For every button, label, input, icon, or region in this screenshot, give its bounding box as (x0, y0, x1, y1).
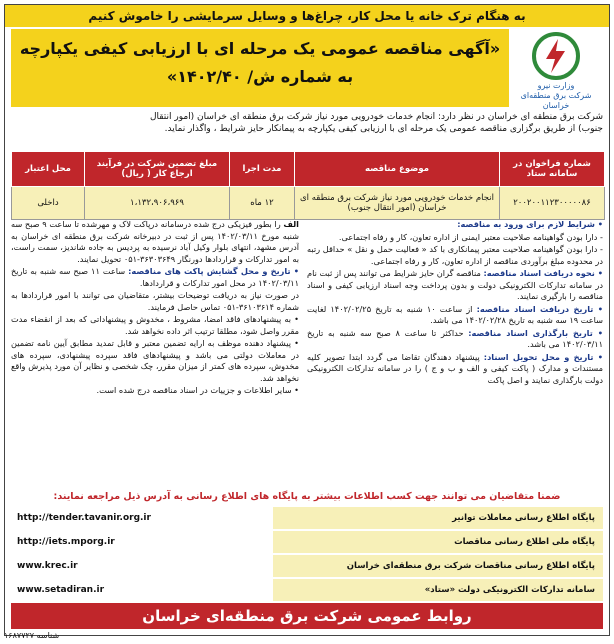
info-sites-list (11, 507, 603, 599)
cell-subject: انجام خدمات خودرویی مورد نیاز شرکت برق منطقه ای خراسان (امور انتقال جنوب) (295, 187, 500, 220)
condition-paragraph: • تاریخ دریافت اسناد مناقصه: از ساعت ۱۰ شنبه به تاریخ ۱۴۰۲/۰۲/۲۵ لغایت ساعت ۱۹ سه شنبه به تاریخ ۱۴۰۲/۰۲/۲۸ می باشد. (307, 304, 603, 327)
cell-call-number: ۲۰۰۲۰۰۱۱۲۳۰۰۰۰۰۸۶ (500, 187, 605, 220)
condition-paragraph: در صورت نیاز به دریافت توضیحات بیشتر، متقاضیان می توانند با امور قراردادها به شماره ۳۶۱۰۳۶۱۴-۰۵۱ تماس حاصل فرمایند. (11, 290, 299, 313)
condition-paragraph: • پیشنهاد دهنده موظف به ارایه تضمین معتبر و قابل تمدید مطابق آیین نامه تضمین در معاملات دولتی می باشد و پیشنهادهای فاقد سپرده پیشنهادی، سپرده های مخدوش، سپرده های کمتر از میزان مقرر، چک شخصی و نظایر آن مورد پذیرش واقع نخواهد شد. (11, 338, 299, 384)
condition-paragraph: • نحوه دریافت اسناد مناقصه: مناقصه گران حایز شرایط می توانند پس از ثبت نام در سامانه تدارکات الکترونیکی دولت و بدون پرداخت وجه اسناد ارزیابی کیفی و اسناد مناقصه را بارگیری نمایند. (307, 268, 603, 303)
list-item (11, 579, 603, 603)
intro-text (11, 111, 603, 147)
condition-paragraph: - دارا بودن گواهینامه صلاحیت معتبر پیمانکاری با کد « فعالیت حمل و نقل » حداقل رتبه در محدوده مبلغ برآوردی مناقصه از اداره تعاون، کار و رفاه اجتماعی. (307, 244, 603, 267)
site-name: پایگاه اطلاع رسانی معاملات توانیر (273, 507, 603, 529)
intro-line: شرکت برق منطقه ای خراسان در نظر دارد: انجام خدمات خودرویی مورد نیاز شرکت برق منطقه ای خراسان (امور انتقال (11, 111, 603, 123)
energy-saving-note: به هنگام ترک خانه یا محل کار، چراغ‌ها و وسایل سرمایشی را خاموش کنیم (5, 5, 609, 27)
site-url-link[interactable]: http://tender.tavanir.org.ir (11, 507, 273, 529)
table-row (12, 187, 605, 220)
company-logo (511, 31, 601, 109)
ad-code: شناسه ۱۶۸۷۷۲۷ (4, 631, 59, 640)
title-box (11, 29, 509, 107)
list-item (11, 531, 603, 555)
condition-paragraph: • تاریخ و محل گشایش پاکت های مناقصه: ساعت ۱۱ صبح سه شنبه به تاریخ ۱۴۰۲/۰۳/۱۱ در محل امور تدارکات و قراردادها. (11, 266, 299, 289)
list-item (11, 507, 603, 531)
condition-paragraph: • تاریخ و محل تحویل اسناد: پیشنهاد دهندگان تقاضا می گردد ابتدا تصویر کلیه مستندات و مدارک ( پاکت کیفی و الف و ب و ج ) را در سامانه تدارکات الکترونیکی دولت بارگذاری نمایند و اصل پاکت (307, 352, 603, 387)
tender-ad (4, 4, 610, 636)
col-header-call-number: شماره فراخوان در سامانه ستاد (500, 152, 605, 187)
table-header-row (12, 152, 605, 187)
site-url-link[interactable]: www.setadiran.ir (11, 579, 273, 601)
col-header-duration: مدت اجرا (230, 152, 295, 187)
tender-table (11, 151, 605, 220)
condition-paragraph: الف را بطور فیزیکی درج شده درسامانه درپاکت لاک و مهرشده تا ساعت ۹ صبح سه شنبه مورخ ۱۴۰۲/۰۳/۱۱ پس از ثبت در دبیرخانه شرکت برق منطقه ای خراسان به آدرس مشهد، انتهای بلوار وکیل آباد نرسیده به پردیس به جاده شاندیز، سمت راست، به امور تدارکات و قراردادها دورنگار ۳۶۳۰۳۶۴۹-۰۵۱ تحویل نمایند. (11, 219, 299, 265)
ad-number: به شماره ش/ ۱۴۰۲/۴۰» (11, 63, 509, 91)
cell-guarantee: ۱،۱۳۲،۹۰۶،۹۶۹ (85, 187, 230, 220)
col-header-subject: موضوع مناقصه (295, 152, 500, 187)
site-url-link[interactable]: http://iets.mporg.ir (11, 531, 273, 553)
header (5, 27, 609, 109)
intro-line: جنوب) از طریق برگزاری مناقصه عمومی یک مرحله ای با ارزیابی کیفی یکپارچه به پیمانکار حایز شرایط ، واگذار نماید. (11, 123, 603, 135)
col-header-funding: محل اعتبار (12, 152, 85, 187)
condition-paragraph: - دارا بودن گواهینامه صلاحیت معتبر ایمنی از اداره تعاون، کار و رفاه اجتماعی. (307, 232, 603, 244)
cell-funding: داخلی (12, 187, 85, 220)
condition-paragraph: • سایر اطلاعات و جزییات در اسناد مناقصه درج شده است. (11, 385, 299, 397)
site-name: پایگاه ملی اطلاع رسانی مناقصات (273, 531, 603, 553)
condition-paragraph: • تاریخ بارگذاری اسناد مناقصه: حداکثر تا ساعت ۸ صبح سه شنبه به تاریخ ۱۴۰۲/۰۳/۱۱ می باشد. (307, 328, 603, 351)
conditions-left-column (11, 219, 299, 487)
site-name: پایگاه اطلاع رسانی مناقصات شرکت برق منطقه‌ای خراسان (273, 555, 603, 577)
site-name: سامانه تدارکات الکترونیکی دولت «ستاد» (273, 579, 603, 601)
list-item (11, 555, 603, 579)
public-relations-footer: روابط عمومی شرکت برق منطقه‌ای خراسان (11, 603, 603, 629)
cell-duration: ۱۲ ماه (230, 187, 295, 220)
col-header-guarantee: مبلغ تضمین شرکت در فرآیند ارجاع کار ( ریال) (85, 152, 230, 187)
more-info-invite: ضمنا متقاضیان می توانند جهت کسب اطلاعات بیشتر به پایگاه های اطلاع رسانی به آدرس ذیل مراجعه نمایند: (11, 489, 603, 505)
condition-paragraph: • شرایط لازم برای ورود به مناقصه: (307, 219, 603, 231)
company-label: شرکت برق منطقه‌ای خراسان (511, 91, 601, 111)
conditions-right-column (307, 219, 603, 487)
power-company-logo-icon (531, 31, 581, 81)
conditions-body (11, 219, 603, 487)
condition-paragraph: • به پیشنهادهای فاقد امضا، مشروط ، مخدوش و پیشنهاداتی که بعد از انقضاء مدت مقرر واصل شود، مطلقا ترتیب اثر داده نخواهد شد. (11, 314, 299, 337)
ministry-label: وزارت نیرو (511, 81, 601, 91)
ad-title: «آگهی مناقصه عمومی یک مرحله ای با ارزیابی کیفی یکپارچه (11, 35, 509, 63)
site-url-link[interactable]: www.krec.ir (11, 555, 273, 577)
